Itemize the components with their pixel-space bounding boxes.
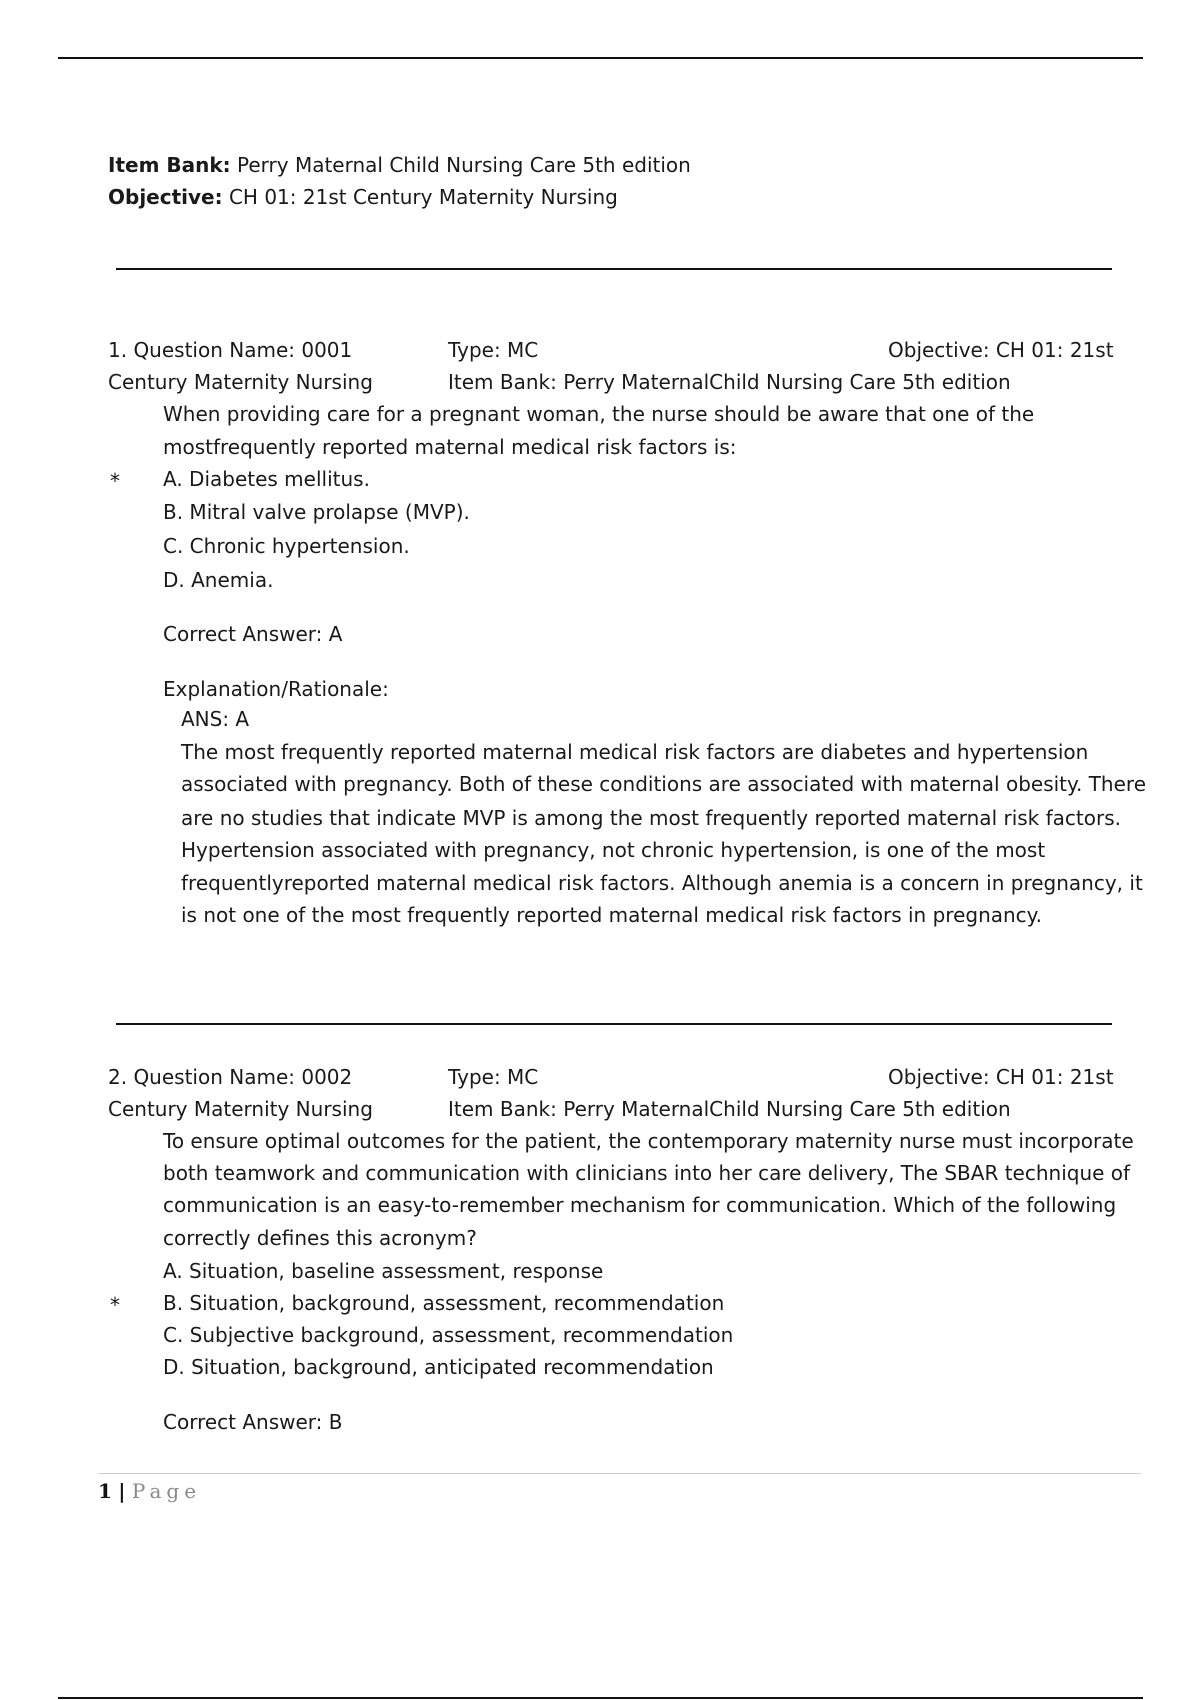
bottom-rule (58, 1697, 1143, 1699)
question-1-ans: ANS: A (181, 707, 250, 731)
question-2-option-d[interactable]: D. Situation, background, anticipated recommendation (163, 1355, 714, 1379)
question-1-explanation-label: Explanation/Rationale: (163, 677, 389, 701)
rationale-line-5: frequentlyreported maternal medical risk factors. Although anemia is a concern in pregnancy, it (181, 871, 1143, 895)
item-bank-value: Perry Maternal Child Nursing Care 5th edition (237, 153, 691, 177)
question-1-objective: Objective: CH 01: 21st (888, 338, 1114, 362)
question-1-stem-line-1: When providing care for a pregnant woman, the nurse should be aware that one of the (163, 402, 1035, 426)
section-divider (116, 268, 1112, 270)
question-1-option-d[interactable]: D. Anemia. (163, 568, 274, 592)
question-1-option-c[interactable]: C. Chronic hypertension. (163, 534, 410, 558)
question-2-option-b[interactable]: B. Situation, background, assessment, recommendation (163, 1291, 725, 1315)
question-1-option-b[interactable]: B. Mitral valve prolapse (MVP). (163, 500, 470, 524)
question-1-type: Type: MC (448, 338, 539, 362)
question-1-option-a[interactable]: A. Diabetes mellitus. (163, 467, 370, 491)
page-word: Page (131, 1479, 202, 1503)
question-1-item-bank: Item Bank: Perry MaternalChild Nursing Care 5th edition (448, 370, 1011, 394)
question-2-objective-cont: Century Maternity Nursing (108, 1097, 373, 1121)
question-2-name: 2. Question Name: 0002 (108, 1065, 353, 1089)
rationale-line-4: Hypertension associated with pregnancy, not chronic hypertension, is one of the most (181, 838, 1046, 862)
question-2-item-bank: Item Bank: Perry MaternalChild Nursing Care 5th edition (448, 1097, 1011, 1121)
question-2-stem-line-3: communication is an easy-to-remember mechanism for communication. Which of the following (163, 1193, 1117, 1217)
question-divider (116, 1023, 1112, 1025)
question-2-correct-answer: Correct Answer: B (163, 1410, 343, 1434)
footer-rule (98, 1473, 1141, 1474)
question-2-stem-line-1: To ensure optimal outcomes for the patient, the contemporary maternity nurse must incorporate (163, 1129, 1134, 1153)
question-2-objective: Objective: CH 01: 21st (888, 1065, 1114, 1089)
objective-header (108, 181, 618, 213)
rationale-line-3: are no studies that indicate MVP is among the most frequently reported maternal risk factors. (181, 806, 1121, 830)
item-bank-header (108, 149, 691, 181)
correct-marker: * (110, 469, 120, 493)
question-1-correct-answer: Correct Answer: A (163, 622, 343, 646)
top-rule (58, 57, 1143, 59)
item-bank-label: Item Bank: (108, 153, 231, 177)
question-2-stem-line-2: both teamwork and communication with clinicians into her care delivery, The SBAR technique of (163, 1161, 1131, 1185)
question-2-type: Type: MC (448, 1065, 539, 1089)
question-2-stem-line-4: correctly defines this acronym? (163, 1226, 477, 1250)
page-footer (98, 1475, 201, 1507)
question-1-stem-line-2: mostfrequently reported maternal medical risk factors is: (163, 435, 737, 459)
rationale-line-6: is not one of the most frequently reported maternal medical risk factors in pregnancy. (181, 903, 1043, 927)
page-separator: | (118, 1479, 126, 1503)
question-2-option-a[interactable]: A. Situation, baseline assessment, response (163, 1259, 604, 1283)
question-2-option-c[interactable]: C. Subjective background, assessment, recommendation (163, 1323, 734, 1347)
rationale-line-1: The most frequently reported maternal medical risk factors are diabetes and hypertension (181, 740, 1089, 764)
rationale-line-2: associated with pregnancy. Both of these conditions are associated with maternal obesity. There (181, 772, 1146, 796)
correct-marker: * (110, 1293, 120, 1317)
objective-value: CH 01: 21st Century Maternity Nursing (228, 185, 618, 209)
objective-label: Objective: (108, 185, 223, 209)
question-1-objective-cont: Century Maternity Nursing (108, 370, 373, 394)
question-1-name: 1. Question Name: 0001 (108, 338, 353, 362)
page-number: 1 (98, 1479, 112, 1503)
